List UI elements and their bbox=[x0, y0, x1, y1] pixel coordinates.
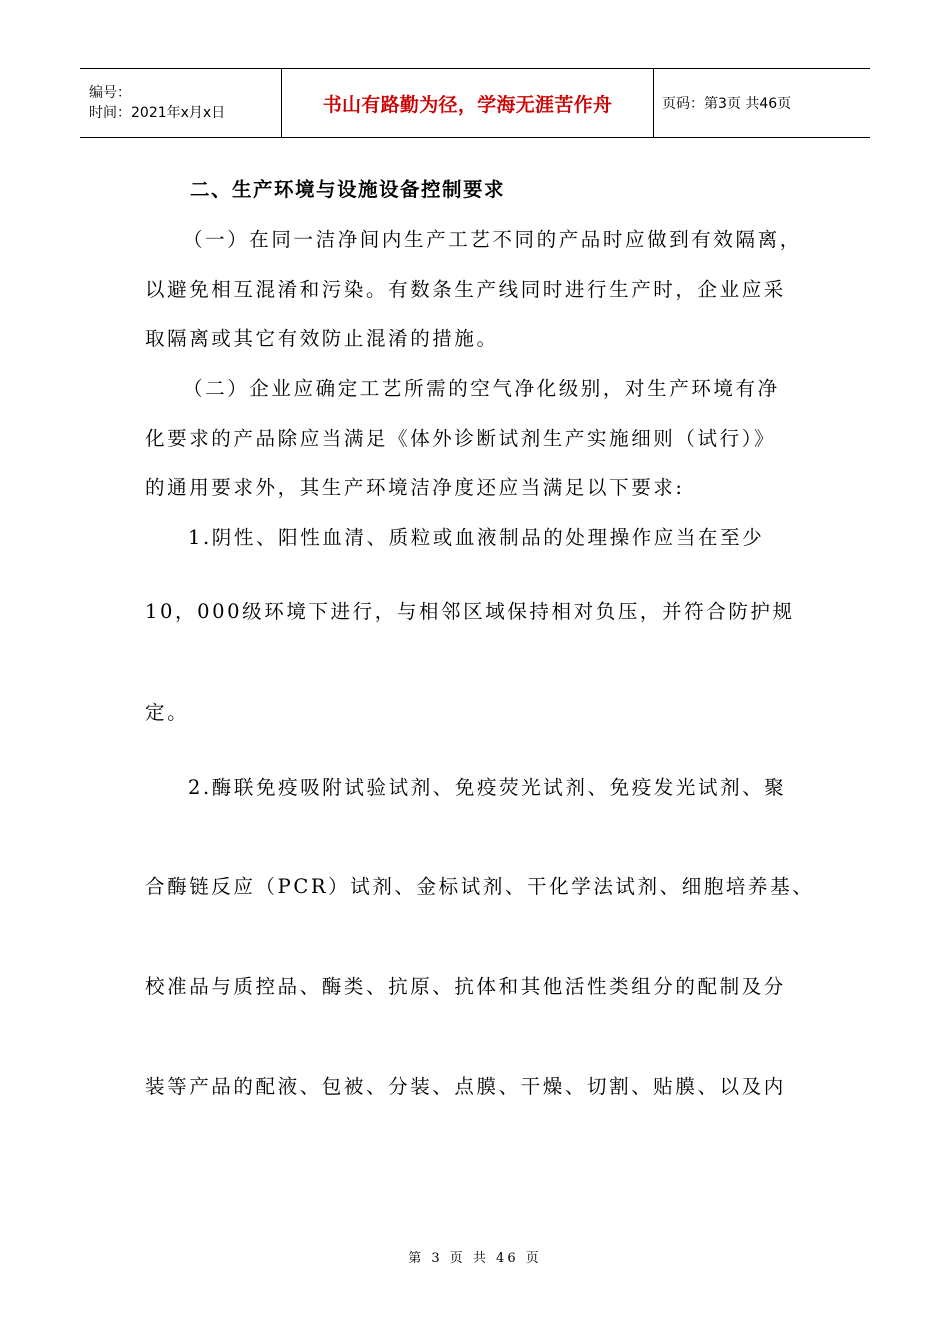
paragraph-line: 取隔离或其它有效防止混淆的措施。 bbox=[145, 327, 499, 350]
paragraph-line: 校准品与质控品、酶类、抗原、抗体和其他活性类组分的配制及分 bbox=[145, 975, 786, 998]
paragraph-line: 1.阴性、阳性血清、质粒或血液制品的处理操作应当在至少 bbox=[188, 526, 765, 549]
paragraph-line: 合酶链反应（PCR）试剂、金标试剂、干化学法试剂、细胞培养基、 bbox=[145, 875, 815, 898]
document-header bbox=[80, 68, 870, 138]
paragraph-line: 以避免相互混淆和污染。有数条生产线同时进行生产时，企业应采 bbox=[145, 278, 786, 301]
paragraph-line: 装等产品的配液、包被、分装、点膜、干燥、切割、贴膜、以及内 bbox=[145, 1075, 786, 1098]
page-footer: 第 3 页 共 46 页 bbox=[408, 1251, 542, 1266]
section-heading: 二、生产环境与设施设备控制要求 bbox=[190, 178, 506, 201]
document-number-label: 编号： bbox=[89, 85, 131, 101]
paragraph-line: 2.酶联免疫吸附试验试剂、免疫荧光试剂、免疫发光试剂、聚 bbox=[188, 776, 787, 799]
header-meta-cell bbox=[80, 69, 282, 137]
document-date: 时间：2021年x月x日 bbox=[89, 105, 226, 121]
header-motto-cell bbox=[282, 69, 654, 137]
header-motto: 书山有路勤为径，学海无涯苦作舟 bbox=[322, 93, 613, 116]
paragraph-line: 10，000级环境下进行，与相邻区域保持相对负压，并符合防护规 bbox=[145, 600, 795, 623]
paragraph-line: 的通用要求外，其生产环境洁净度还应当满足以下要求: bbox=[145, 476, 685, 499]
paragraph-line: 化要求的产品除应当满足《体外诊断试剂生产实施细则（试行）》 bbox=[145, 427, 777, 450]
header-page-cell bbox=[654, 69, 870, 137]
paragraph-line: （二）企业应确定工艺所需的空气净化级别，对生产环境有净 bbox=[183, 377, 780, 400]
header-page-info: 页码：第3页 共46页 bbox=[662, 96, 792, 112]
paragraph-line: （一）在同一洁净间内生产工艺不同的产品时应做到有效隔离， bbox=[183, 228, 802, 251]
paragraph-line: 定。 bbox=[145, 701, 190, 724]
